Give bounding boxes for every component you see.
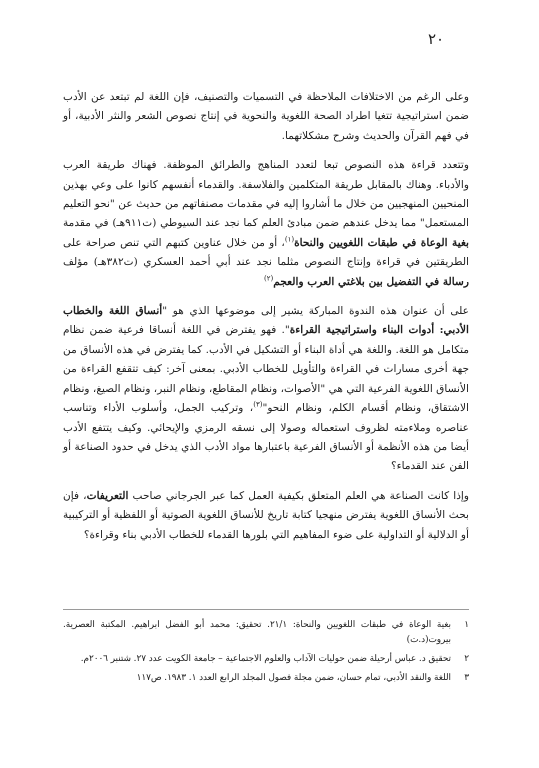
footnote-text: تحقيق د. عباس أرحيلة ضمن حوليات الآداب والعلوم الاجتماعية – جامعة الكويت عدد ٢٧. شتنبر ٢٠٠٦م.	[80, 654, 451, 664]
paragraph-4	[63, 487, 469, 545]
footnote-ref-2[interactable]: (٢)	[264, 274, 274, 283]
body-text	[63, 88, 469, 555]
footnote-text: اللغة والنقد الأدبي، تمام حسان، ضمن مجلة فصول المجلد الرابع العدد ١. ١٩٨٣. ص١١٧	[136, 673, 451, 683]
paragraph-3	[63, 302, 469, 477]
footnote-number: ٢	[464, 654, 469, 664]
footnote-2	[63, 652, 469, 667]
paragraph-3-text-2: ". فهو يفترض في اللغة أنساقا فرعية ضمن نظام متكامل هو اللغة. واللغة هي أداة البناء أو التشكيل في الأدب. كما يفترض في هذه الأنساق من جهة أخرى مسارات في القراءة والتأويل للخطاب الأدبي. بمعنى آخر: كيف تتقفع القراءة من الأنساق اللغوية الفرعية التي هي "الأصوات، ونظام المقاطع، ونظام النبر، ونظام الصيغ، ونظام الاشتقاق، ونظام أقسام الكلم، ونظام النحو"	[63, 324, 469, 415]
footnote-3	[63, 671, 469, 686]
paragraph-4-text-1: وإذا كانت الصناعة هي العلم المتعلق بكيفية العمل كما عبر الجرجاني صاحب	[128, 489, 469, 502]
footnote-number: ٣	[464, 673, 469, 683]
book-title-risala: رسالة في التفضيل بين بلاغتي العرب والعجم	[273, 275, 469, 288]
footnote-number: ١	[464, 620, 469, 630]
paragraph-2-text-2: ، أو من خلال عناوين كتبهم التي تنص صراحة على الطريقتين في قراءة وإنتاج النصوص مثلما نجد عند أبي أحمد العسكري (ت٣٨٢هـ) مؤلف	[63, 236, 469, 269]
footnote-text: بغية الوعاة في طبقات اللغويين والنحاة: ٢١/١. تحقيق: محمد أبو الفضل ابراهيم. المكتبة العصرية. بيروت(د.ت)	[63, 620, 451, 645]
paragraph-3-text-3: ، وتركيب الجمل، وأسلوب الأداء وتناسب عناصره وملاءمته لظروف استعماله وصولا إلى نسقه الرمزي والإيحائي. وكيف يتتفع الأدب أيضا من هذه الأنظمة أو الأنساق الفرعية باعتبارها مواد الأدب الذي يدخل في حدود الصناعة أو الفن عند القدماء؟	[63, 402, 469, 473]
footnote-1	[63, 618, 469, 648]
paragraph-1: وعلى الرغم من الاختلافات الملاحظة في التسميات والتصنيف، فإن اللغة لم تبتعد عن الأدب ضمن استراتيجية تتغيا اطراد الصحة اللغوية والنحوية في إنتاج نصوص الشعر والنثر الأدبية، أو في فهم القرآن والحديث وشرح مشكلاتهما.	[63, 91, 469, 142]
footnote-ref-3[interactable]: (٣)	[253, 400, 263, 409]
paragraph-2	[63, 156, 469, 292]
symposium-title: أنساق اللغة والخطاب الأدبي: أدوات البناء واستراتيجية القراءة	[63, 305, 469, 337]
footnotes	[63, 618, 469, 690]
book-title-tarifat: التعريفات	[86, 489, 129, 502]
paragraph-4-text-2: ، فإن بحث الأنساق اللغوية يفترض منهجيا كتابة تاريخ للأنساق اللغوية الصوتية أو اللفظية أو التركيبية أو الدلالية أو التداولية على ضوء المفاهيم التي بلورها القدماء للخطاب الأدبي بناء وقراءة؟	[63, 489, 469, 541]
footnote-ref-1[interactable]: (١)	[284, 235, 295, 244]
paragraph-2-text-1: وتتعدد قراءة هذه النصوص تبعا لتعدد المناهج والطرائق الموظفة. فهناك طريقة العرب والأدباء. وهناك بالمقابل طريقة المتكلمين والفلاسفة. والقدماء أنفسهم كانوا على وعي بهذين المنحيين المنهجيين من خلال ما أشاروا إليه في مقدمات مصنفاتهم من حديث عن "نحو التعليم المستعمل" مما يدخل عندهم ضمن مبادئ العلم كما نجد عند السيوطي (ت٩١١هـ) في مقدمة	[63, 159, 469, 230]
book-title-bughyat: بغية الوعاة في طبقات اللغويين والنحاة	[294, 236, 469, 249]
paragraph-3-text-1: على أن عنوان هذه الندوة المباركة يشير إلى موضوعها الذي هو "	[162, 305, 470, 318]
page-number: ٢٠	[428, 30, 445, 48]
footnote-divider	[63, 609, 469, 610]
